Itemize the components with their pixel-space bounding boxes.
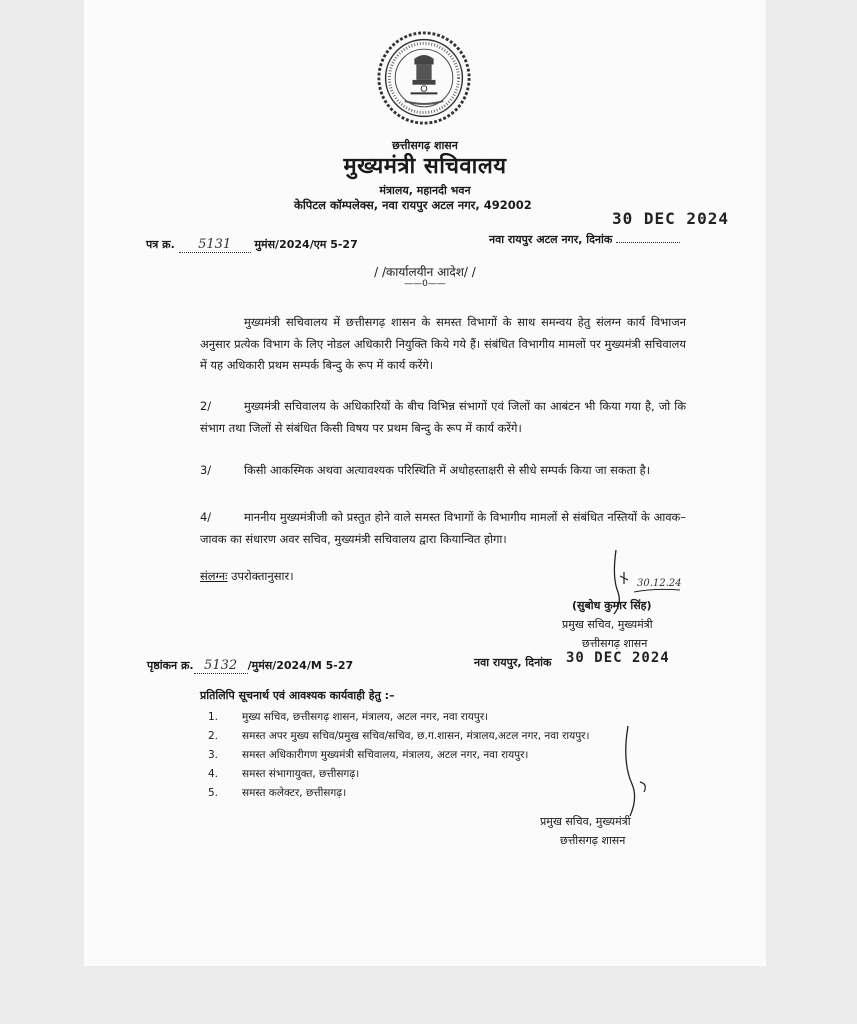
paragraph-2-num: 2/ — [200, 399, 212, 413]
list-item: 4. समस्त संभागायुक्त, छत्तीसगढ़। — [208, 768, 360, 780]
date-blank — [616, 242, 680, 243]
endorsement-place-date — [474, 655, 551, 670]
signatory-designation: प्रमुख सचिव, मुख्यमंत्री — [562, 618, 653, 631]
ref-prefix: पत्र क्र. — [146, 238, 175, 251]
government-name: छत्तीसगढ़ शासन — [392, 139, 458, 152]
copy-list — [208, 710, 589, 805]
enclosure-label: संलग्नः — [200, 569, 228, 583]
paragraph-1-text: मुख्यमंत्री सचिवालय में छत्तीसगढ़ शासन के समस्त विभागों के साथ समन्वय हेतु संलग्न कार्य विभाजन अनुसार प्रत्येक विभाग के लिए नोडल अधिकारी नियुक्ति किये गये हैं। संबंधित विभागीय मामलों पर मुख्यमंत्री सचिवालय में यह अधिकारी प्रथम सम्पर्क बिन्दु के रूप में कार्य करेंगे। — [200, 315, 686, 372]
paragraph-2 — [200, 396, 686, 439]
title-rule: ——0—— — [404, 279, 446, 289]
endorsement-prefix: पृष्ठांकन क्र. — [147, 659, 194, 672]
endorsement-place-date-label: नवा रायपुर, दिनांक — [474, 656, 552, 669]
list-item: 5. समस्त कलेक्टर, छत्तीसगढ़। — [208, 787, 347, 799]
date-stamp: 30 DEC 2024 — [612, 209, 729, 228]
paragraph-4 — [200, 507, 686, 550]
paragraph-2-text: मुख्यमंत्री सचिवालय के अधिकारियों के बीच विभिन्न संभागों एवं जिलों का आबंटन भी किया गया है, जो कि संभाग तथा जिलों से संबंधित किसी विषय पर प्रथम बिन्दु के रूप में कार्य करेंगे। — [200, 399, 686, 435]
order-title: / /कार्यालयीन आदेश/ / — [374, 265, 476, 279]
office-title: मुख्यमंत्री सचिवालय — [343, 154, 507, 179]
place-date — [489, 232, 680, 247]
list-item: 1. मुख्य सचिव, छत्तीसगढ़ शासन, मंत्रालय, अटल नगर, नवा रायपुर। — [208, 711, 489, 723]
enclosure-text: उपरोक्तानुसार। — [231, 569, 294, 583]
signatory-name: (सुबोध कुमार सिंह) — [572, 599, 652, 612]
document-page — [84, 0, 766, 966]
list-item: 3. समस्त अधिकारीगण मुख्यमंत्री सचिवालय, मंत्रालय, अटल नगर, नवा रायपुर। — [208, 749, 529, 761]
endorsement-code: /मुमंस/2024/M 5-27 — [247, 659, 354, 672]
paragraph-4-text: माननीय मुख्यमंत्रीजी को प्रस्तुत होने वाले समस्त विभागों के विभागीय मामलों से संबंधित नस्तियों के आवक–जावक का संधारण अवर सचिव, मुख्यमंत्री सचिवालय द्वारा कियान्वित होगा। — [200, 510, 686, 546]
enclosure — [200, 569, 294, 584]
signature-1-date: 30.12.24 — [637, 578, 682, 589]
list-item: 2. समस्त अपर मुख्य सचिव/प्रमुख सचिव/सचिव, छ.ग.शासन, मंत्रालय,अटल नगर, नवा रायपुर। — [208, 730, 590, 742]
endorsement-number: 5132 — [194, 658, 248, 674]
signature-2-department: छत्तीसगढ़ शासन — [560, 834, 626, 847]
state-emblem-seal — [376, 30, 472, 126]
signature-2-designation: प्रमुख सचिव, मुख्यमंत्री — [540, 815, 631, 828]
copy-heading: प्रतिलिपि सूचनार्थ एवं आवश्यक कार्यवाही हेतु :– — [200, 689, 395, 702]
place-date-label: नवा रायपुर अटल नगर, दिनांक — [489, 233, 613, 246]
paragraph-1 — [200, 312, 686, 377]
paragraph-3 — [200, 460, 686, 482]
handwritten-signature-2 — [610, 722, 670, 818]
order-reference — [146, 237, 358, 253]
paragraph-3-text: किसी आकस्मिक अथवा अत्यावश्यक परिस्थिति में अधोहस्ताक्षरी से सीधे सम्पर्क किया जा सकता है। — [244, 463, 651, 477]
address-line-2: केपिटल कॉम्पलेक्स, नवा रायपुर अटल नगर, 492002 — [294, 198, 532, 212]
ref-code: मुमंस/2024/एम 5-27 — [254, 238, 358, 251]
signatory-department: छत्तीसगढ़ शासन — [582, 637, 648, 650]
paragraph-4-num: 4/ — [200, 510, 212, 524]
endorsement-reference — [147, 658, 353, 674]
address-line-1: मंत्रालय, महानदी भवन — [379, 184, 471, 197]
paragraph-3-num: 3/ — [200, 463, 212, 477]
endorsement-date-stamp: 30 DEC 2024 — [566, 650, 670, 666]
ref-number: 5131 — [179, 237, 251, 253]
